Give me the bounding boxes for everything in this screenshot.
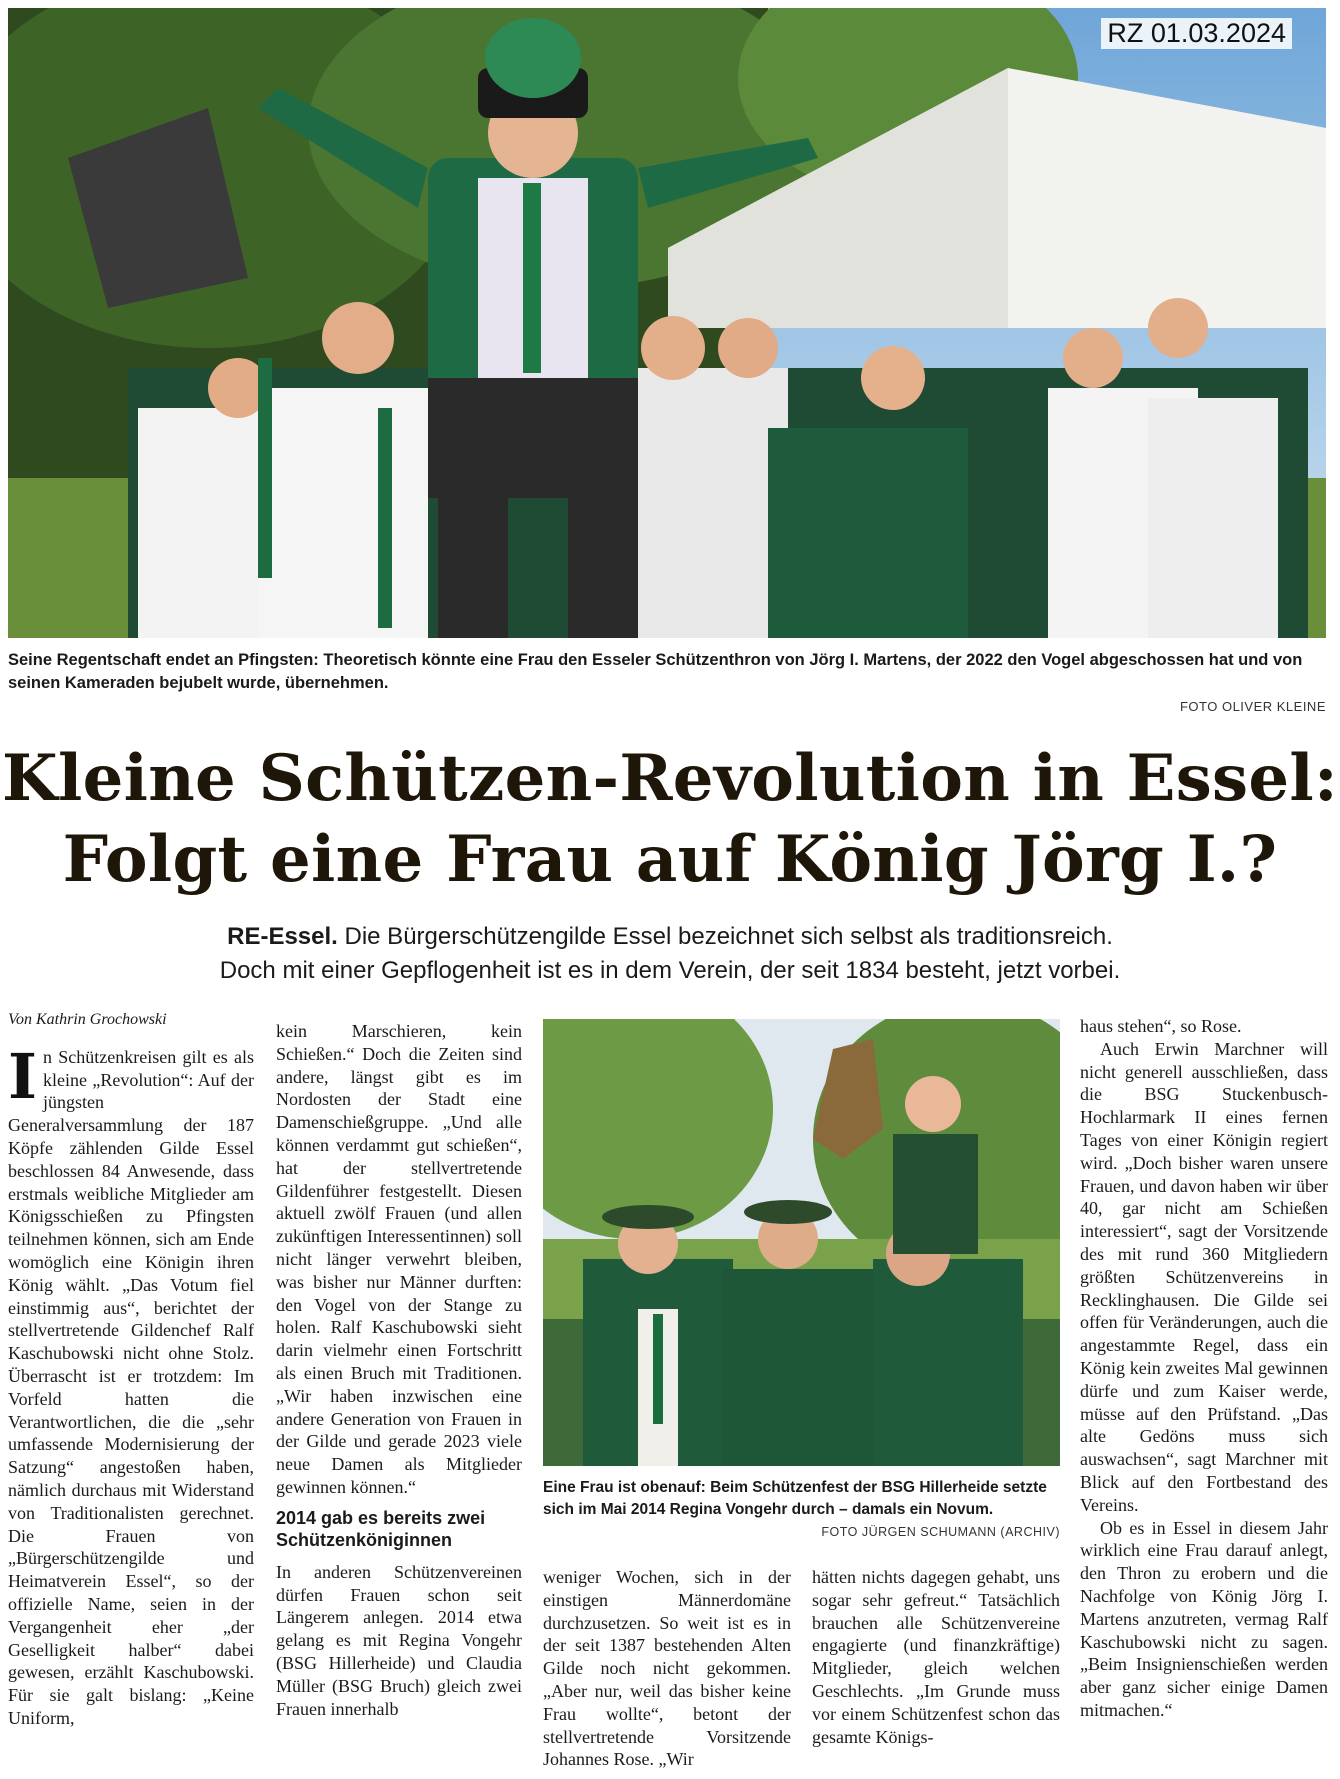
- middle-photo: [543, 1019, 1060, 1466]
- top-photo-image: [8, 8, 1326, 638]
- headline-line-1: Kleine Schützen-Revolution in Essel:: [2, 741, 1338, 816]
- column-1-text: n Schützenkreisen gilt es als kleine „Revolution“: Auf der jüngsten Generalversammlung der 187 Köpfe zählenden Gilde Essel beschlossen 84 Anwesende, dass erstmals weibliche Mitglieder am Königsschießen zu Pfingsten teilnehmen können, sich am Ende womöglich eine Königin ihren König wählt. „Das Votum fiel einstimmig aus“, berichtet der stellvertretende Gildenchef Ralf Kaschubowski nicht ohne Stolz. Überrascht ist er trotzdem: Im Vorfeld hatten die Verantwortlichen, die die „sehr umfassende Modernisierung der Satzung“ angestoßen haben, nämlich durchaus mit Widerstand von Traditionalisten gerechnet. Die Frauen von „Bürgerschützengilde und Heimatverein Essel“, so der offizielle Name, seien in der Vergangenheit eher „der Geselligkeit halber“ dabei gewesen, erzählt Kaschubowski. Für sie galt bislang: „Keine Uniform,: [8, 1046, 254, 1728]
- column-3-text: weniger Wochen, sich in der einstigen Männerdomäne durchzusetzen. So weit ist es in der seit 1387 bestehenden Alten Gilde noch nicht gekommen. „Aber nur, weil das bisher keine Frau wollte“, betont der stellvertretende Vorsitzende Johannes Rose. „Wir: [543, 1567, 791, 1770]
- date-stamp: RZ 01.03.2024: [1101, 18, 1292, 49]
- lead-line-2: Doch mit einer Gepflogenheit ist es in dem Verein, der seit 1834 besteht, jetzt vorbei.: [219, 957, 1121, 984]
- top-photo-credit: FOTO OLIVER KLEINE: [1179, 699, 1326, 714]
- top-photo-caption: [8, 649, 1326, 718]
- article-column-2: [276, 1020, 522, 1720]
- middle-photo-credit: FOTO JÜRGEN SCHUMANN (ARCHIV): [821, 1525, 1060, 1539]
- column-5-text-start: haus stehen“, so Rose.: [1080, 1016, 1242, 1036]
- subheading: 2014 gab es bereits zwei Schützenköniginnen: [276, 1507, 486, 1550]
- top-photo-caption-text: Seine Regentschaft endet an Pfingsten: Theoretisch könnte eine Frau den Esseler Schützenthron von Jörg I. Martens, der 2022 den Vogel abgeschossen hat und von seinen Kameraden bejubelt wurde, übernehmen.: [8, 651, 1303, 692]
- column-4-text: hätten nichts dagegen gehabt, uns sogar sehr gefreut.“ Tatsächlich brauchen alle Schützenvereine engagierte (und finanzkräftige) Mitglieder, gleich welchen Geschlechts. „Im Grunde muss vor einem Schützenfest schon das gesamte Königs-: [812, 1567, 1060, 1747]
- column-5-text-closing: Ob es in Essel in diesem Jahr wirklich eine Frau darauf anlegt, den Thron zu erobern und die Nachfolge von König Jörg I. Martens anzutreten, vermag Ralf Kaschubowski nicht zu sagen. „Beim Insignienschießen werden aber ganz sicher einige Damen mitmachen.“: [1080, 1517, 1328, 1720]
- article-column-3: [543, 1566, 791, 1771]
- column-2-text-continued: In anderen Schützenvereinen dürfen Frauen schon seit Längerem anlegen. 2014 etwa gelang es mit Regina Vongehr (BSG Hillerheide) und Claudia Müller (BSG Bruch) gleich zwei Frauen innerhalb: [276, 1561, 522, 1719]
- column-5-text-marchner: Auch Erwin Marchner will nicht generell ausschließen, dass die BSG Stuckenbusch-Hochlarmark II eines fernen Tages von einer Königin regiert wird. „Doch bisher waren unsere Frauen, und davon haben wir über 40, gar nicht am Schießen interessiert“, sagt der Vorsitzende des mit rund 360 Mitgliedern größten Schützenvereins in Recklinghausen. Die Gilde sei offen für Veränderungen, auch die angestammte Regel, dass ein König kein zweites Mal gewinnen dürfe und zum Kaiser werde, müsse auf den Prüfstand. „Das alte Gedöns muss sich auswachsen“, sagt Marchner mit Blick auf den Fortbestand des Vereins.: [1080, 1038, 1328, 1515]
- byline: Von Kathrin Grochowski: [8, 1011, 167, 1028]
- middle-photo-image: [543, 1019, 1060, 1466]
- headline-line-2: Folgt eine Frau auf König Jörg I.?: [62, 822, 1278, 897]
- article-column-1: [8, 1009, 254, 1730]
- drop-cap: I: [8, 1039, 38, 1113]
- headline: [0, 738, 1340, 900]
- lead-line-1: Die Bürgerschützengilde Essel bezeichnet sich selbst als traditionsreich.: [344, 923, 1113, 950]
- top-photo: [8, 8, 1326, 638]
- lead-paragraph: [0, 920, 1340, 988]
- dateline: RE-Essel.: [227, 923, 338, 950]
- middle-photo-caption: [543, 1477, 1060, 1543]
- column-2-text: kein Marschieren, kein Schießen.“ Doch die Zeiten sind andere, längst gibt es im Nordosten der Stadt eine Damenschießgruppe. „Und alle können verdammt gut schießen“, hat der stellvertretende Gildenführer festgestellt. Diesen aktuell zwölf Frauen (und allen zukünftigen Interessentinnen) soll nicht länger verwehrt bleiben, was bisher nur Männer durften: den Vogel von der Stange zu holen. Ralf Kaschubowski sieht darin vielmehr einen Fortschritt als einen Bruch mit Traditionen. „Wir haben inzwischen eine andere Generation von Frauen in der Gilde und gerade 2023 viele neue Damen als Mitglieder gewinnen können.“: [276, 1021, 522, 1497]
- middle-photo-caption-text: Eine Frau ist obenauf: Beim Schützenfest der BSG Hillerheide setzte sich im Mai 2014 Regina Vongehr durch – damals ein Novum.: [543, 1479, 1047, 1518]
- article-column-5: [1080, 1015, 1328, 1722]
- article-column-4: [812, 1566, 1060, 1748]
